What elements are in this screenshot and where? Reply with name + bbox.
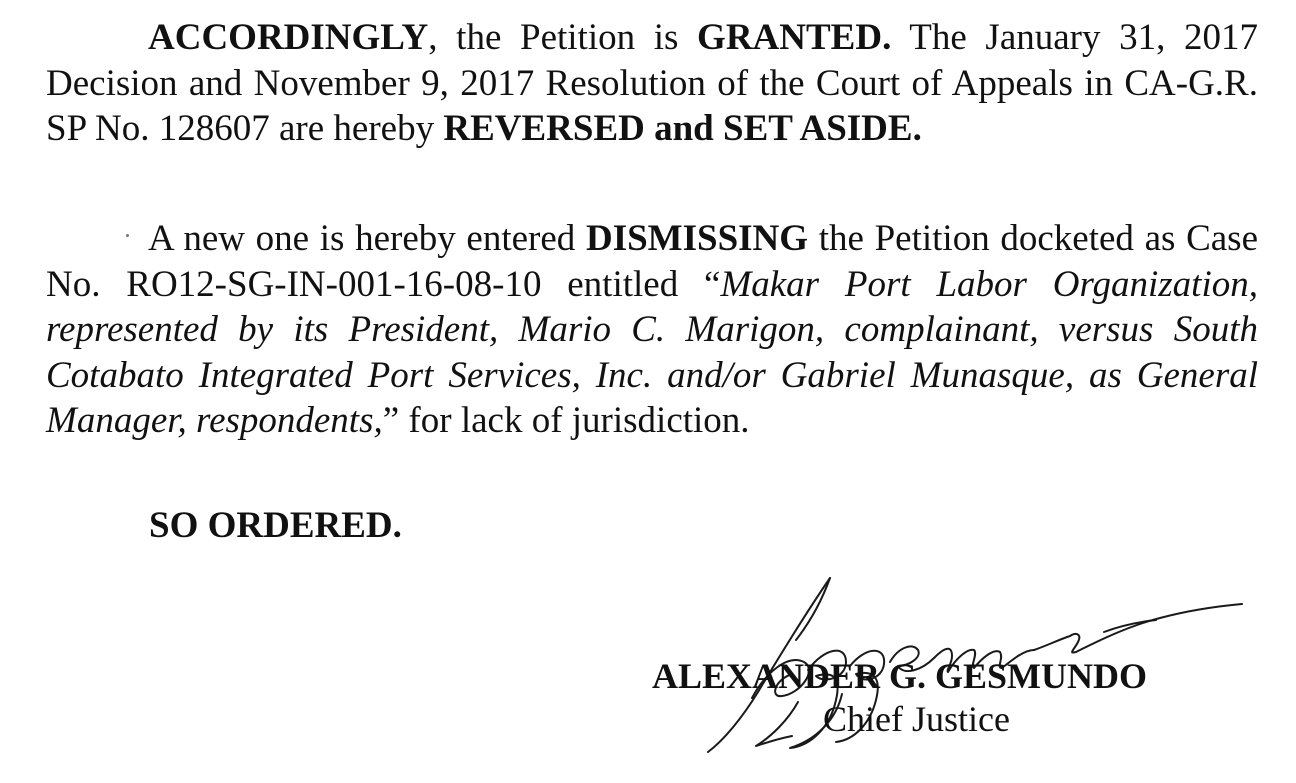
paragraph2-text-b: the Petition docketed as Case No. RO12-SG-IN-001-16-08-10 entitled “: [46, 218, 1258, 305]
case-title: Makar Port Labor Organization, represented by its President, Mario C. Marigon, complainant, versus South Cotabato Integrated Port Services, Inc. and/or Gabriel Munasque, as General Manager, respondents,: [46, 263, 1258, 441]
dismissing-keyword: DISMISSING: [585, 218, 809, 259]
paragraph2-text-c: ” for lack of jurisdiction.: [382, 400, 750, 441]
dismissal-paragraph: [46, 216, 1258, 444]
dispositive-paragraph: [46, 15, 1258, 152]
paragraph1-period: .: [912, 108, 922, 149]
signatory-title: Chief Justice: [823, 699, 1010, 739]
paragraph1-text-a: , the Petition is: [428, 17, 698, 58]
granted-keyword: GRANTED.: [697, 17, 892, 58]
reversed-keyword: REVERSED and SET ASIDE: [443, 108, 913, 149]
paragraph1-text-b: The January 31, 2017 Decision and November 9, 2017 Resolution of the Court of Appeals in CA-G.R. SP No. 128607 are hereby: [46, 17, 1258, 149]
so-ordered-closing: SO ORDERED.: [149, 505, 402, 546]
accordingly-keyword: ACCORDINGLY: [148, 17, 429, 58]
signatory-name: ALEXANDER G. GESMUNDO: [652, 656, 1148, 696]
paragraph2-text-a: A new one is hereby entered: [148, 218, 586, 259]
